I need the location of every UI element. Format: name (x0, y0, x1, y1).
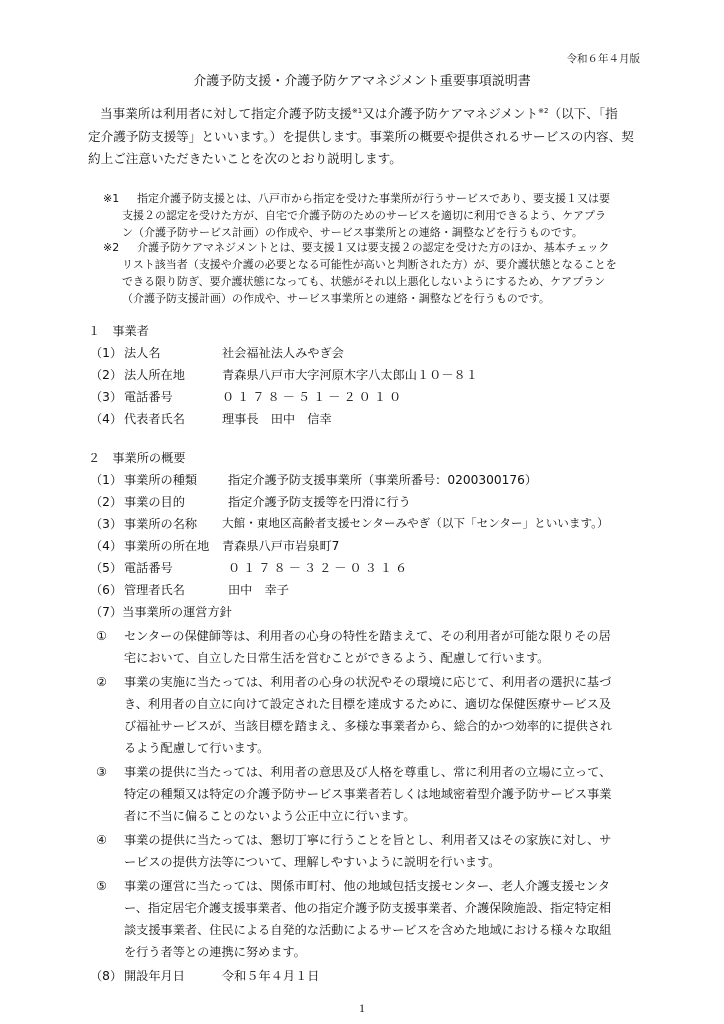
policy-line: 談支援事業者、住民による自発的な活動によるサービスを含めた地域における様々な取組 (124, 923, 612, 937)
intro-line-1: 当事業所は利用者に対して指定介護予防支援$^{※1}$又は介護予防ケアマネジメント$^{※2}$（以下、「指 (100, 106, 618, 121)
item-number: （2） (90, 495, 123, 509)
item-label: 事業所の名称 (124, 517, 198, 531)
footnote-ref-1: ※1 (351, 107, 363, 115)
intro-line-2: 定介護予防支援等」といいます。）を提供します。事業所の概要や提供されるサービスの内容、契 (88, 129, 634, 144)
policy-line: 事業の実施に当たっては、利用者の心身の状況やその環境に応じて、利用者の選択に基づ (124, 675, 612, 689)
policy-line: を行う者等との連携に努めます。 (124, 945, 306, 959)
note-2-line: 介護予防ケアマネジメントとは、要支援１又は要支援２の認定を受けた方のほか、基本チェック (137, 241, 610, 254)
policy-mark: ④ (96, 833, 107, 847)
item-number: （4） (90, 539, 123, 553)
section-2-heading: ２ 事業所の概要 (88, 451, 186, 465)
item-number: （4） (90, 412, 123, 426)
note-mark-1: ※1 (103, 192, 120, 205)
item-number: （1） (90, 473, 123, 487)
policy-line: び福祉サービスが、当該目標を踏まえ、多様な事業者から、総合的かつ効率的に提供され (124, 719, 613, 733)
item-label: 法人名 (124, 346, 161, 360)
item-number: （3） (90, 517, 123, 531)
item-label: 代表者氏名 (124, 412, 185, 426)
office-purpose: 指定介護予防支援等を円滑に行う (228, 495, 411, 509)
note-2-line: （介護予防支援計画）の作成や、サービス事業所との連絡・調整などを行うものです。 (122, 292, 550, 305)
item-label: 電話番号 (124, 390, 173, 404)
policy-line: 事業の運営に当たっては、関係市町村、他の地域包括支援センター、老人介護支援センタ (124, 879, 611, 893)
office-address: 青森県八戸市岩泉町7 (222, 539, 340, 553)
policy-line: 特定の種類又は特定の介護予防サービス事業者若しくは地域密着型介護予防サービス事業 (124, 787, 612, 801)
policy-mark: ② (96, 675, 107, 689)
office-name: 大館・東地区高齢者支援センターみやぎ（以下「センター」といいます。） (222, 516, 609, 530)
policy-heading: （7）当事業所の運営方針 (90, 605, 232, 619)
item-label: 事業所の所在地 (124, 539, 210, 553)
footnote-ref-2: ※2 (538, 107, 549, 115)
section-1-heading: １ 事業者 (88, 324, 149, 338)
policy-mark: ③ (96, 765, 107, 779)
item-number: （5） (90, 561, 123, 575)
manager-name: 田中 幸子 (228, 583, 289, 597)
policy-mark: ⑤ (96, 879, 107, 893)
corporation-name: 社会福祉法人みやぎ会 (222, 346, 344, 360)
representative-name: 理事長 田中 信幸 (222, 412, 332, 426)
note-mark-2: ※2 (103, 241, 120, 254)
policy-line: 宅において、自立した日常生活を営むことができるよう、配慮して行います。 (124, 651, 550, 665)
item-number: （8） (90, 969, 123, 983)
note-1-line: ン（介護予防サービス計画）の作成や、サービス事業所との連絡・調整などを行うものです。 (122, 226, 583, 239)
item-number: （6） (90, 583, 123, 597)
item-label: 電話番号 (124, 561, 173, 575)
edition-label: 令和６年４月版 (566, 53, 640, 65)
opening-date: 令和５年４月１日 (222, 969, 320, 983)
office-type: 指定介護予防支援事業所（事業所番号：0200300176） (228, 473, 538, 487)
item-label: 管理者氏名 (124, 583, 185, 597)
intro-line-3: 約上ご注意いただきたいことを次のとおり説明します。 (88, 151, 402, 166)
item-number: （1） (90, 346, 123, 360)
item-label: 開設年月日 (124, 969, 185, 983)
document-title: 介護予防支援・介護予防ケアマネジメント重要事項説明書 (193, 74, 531, 89)
policy-line: ー、指定居宅介護支援事業者、他の指定介護予防支援事業者、介護保険施設、指定特定相 (124, 901, 612, 915)
item-label: 事業の目的 (124, 495, 185, 509)
page-number: 1 (359, 1001, 365, 1015)
item-label: 法人所在地 (124, 368, 185, 382)
item-number: （3） (90, 390, 123, 404)
policy-line: 事業の提供に当たっては、利用者の意思及び人格を尊重し、常に利用者の立場に立って、 (124, 765, 612, 779)
note-1-line: 指定介護予防支援とは、八戸市から指定を受けた事業所が行うサービスであり、要支援１又は要 (137, 192, 610, 205)
policy-line: 者に不当に偏ることのないよう公正中立に行います。 (124, 809, 416, 823)
item-number: （2） (90, 368, 123, 382)
policy-line: ービスの提供方法等について、理解しやすいように説明を行います。 (124, 855, 501, 869)
policy-line: 事業の提供に当たっては、懇切丁寧に行うことを旨とし、利用者又はその家族に対し、サ (124, 833, 612, 847)
item-label: 事業所の種類 (124, 473, 198, 487)
policy-line: き、利用者の自立に向けて設定された目標を達成するために、適切な保健医療サービス及 (124, 697, 612, 711)
corporation-phone: ０１７８－５１－２０１０ (222, 390, 405, 404)
office-phone: ０１７８－３２－０３１６ (228, 561, 411, 575)
note-1-line: 支援２の認定を受けた方が、自宅で介護予防のためのサービスを適切に利用できるよう、ケアプラ (122, 209, 606, 222)
policy-mark: ① (96, 629, 107, 643)
note-2-line: リスト該当者（支援や介護の必要となる可能性が高いと判断された方）が、要介護状態となることを (122, 258, 617, 271)
policy-line: るよう配慮して行います。 (124, 741, 270, 755)
corporation-address: 青森県八戸市大字河原木字八太郎山１０－８１ (222, 368, 478, 382)
note-2-line: できる限り防ぎ、要介護状態になっても、状態がそれ以上悪化しないようにするため、ケアプラン (122, 275, 606, 288)
policy-line: センターの保健師等は、利用者の心身の特性を踏まえて、その利用者が可能な限りその居 (124, 629, 611, 643)
